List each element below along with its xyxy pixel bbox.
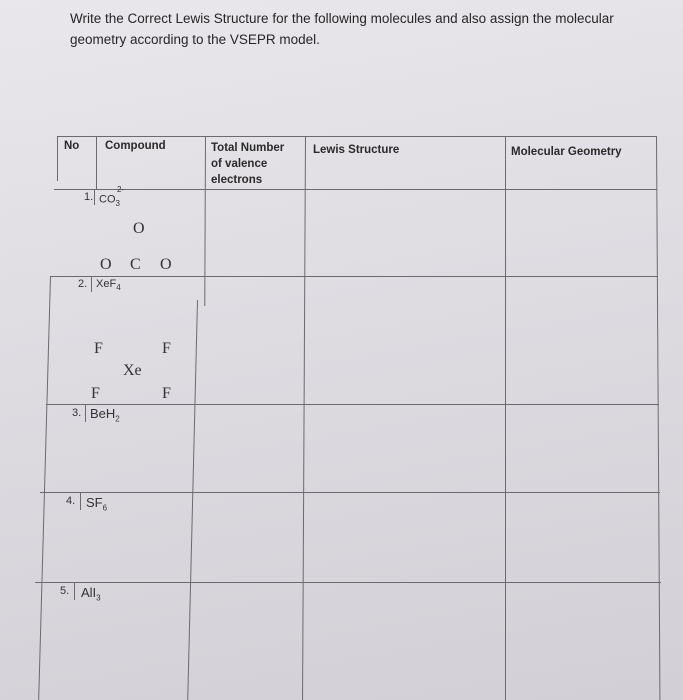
row-1-atom-center: C xyxy=(130,256,141,273)
header-compound: Compound xyxy=(105,140,166,152)
row-2-number-divider xyxy=(91,276,92,292)
header-lewis-structure: Lewis Structure xyxy=(313,144,400,156)
row-2-number: 2. xyxy=(78,278,88,290)
header-valence-line1: Total Number xyxy=(211,142,285,154)
row-2-atom-bottom-left: F xyxy=(91,385,100,402)
row-5-number: 5. xyxy=(60,585,70,597)
row-1-formula: $CO_3^{2-}$ xyxy=(99,185,125,208)
table-top-border xyxy=(57,136,657,137)
row-3-number-divider xyxy=(85,404,86,422)
compound-column-border xyxy=(204,136,206,306)
header-valence-line3: electrons xyxy=(211,174,263,186)
row-1-atom-left: O xyxy=(100,256,112,273)
row-5-formula: AlI$_3$ xyxy=(81,585,101,603)
row-4-number-divider xyxy=(80,492,81,510)
header-valence-line2: of valence xyxy=(211,158,268,170)
row-1-number-divider xyxy=(94,189,95,205)
row-2-formula: XeF$_4$ xyxy=(96,278,121,293)
row-1-bottom-border xyxy=(50,276,658,277)
instructions-text: Write the Correct Lewis Structure for the following molecules and also assign the molecular geometry according to the VSEPR model. xyxy=(70,11,614,47)
row-2-bottom-border xyxy=(46,404,659,405)
table-left-border-lower xyxy=(38,276,51,700)
row-4-bottom-border xyxy=(35,582,661,583)
row-4-formula: $SF_6$ xyxy=(86,495,108,513)
header-bottom-border xyxy=(54,189,657,190)
row-2-atom-bottom-right: F xyxy=(162,385,171,402)
row-5-number-divider xyxy=(74,582,75,600)
table-left-border xyxy=(57,136,58,181)
header-no: No xyxy=(64,140,80,152)
row-1-number: 1. xyxy=(84,191,94,203)
row-3-formula: BeH$_2$ xyxy=(90,406,120,424)
row-2-atom-top-left: F xyxy=(94,340,103,357)
row-3-bottom-border xyxy=(40,492,660,493)
valence-column-border xyxy=(302,136,306,700)
compound-column-border-lower xyxy=(187,300,198,700)
number-column-divider xyxy=(96,136,97,189)
row-3-number: 3. xyxy=(72,407,82,419)
row-2-atom-center: Xe xyxy=(123,362,142,379)
row-1-atom-top: O xyxy=(133,220,145,237)
lewis-column-border xyxy=(505,136,506,700)
row-4-number: 4. xyxy=(66,495,76,507)
table-right-border xyxy=(656,136,660,700)
header-molecular-geometry: Molecular Geometry xyxy=(511,146,622,158)
row-2-atom-top-right: F xyxy=(162,340,171,357)
row-1-atom-right: O xyxy=(160,256,172,273)
